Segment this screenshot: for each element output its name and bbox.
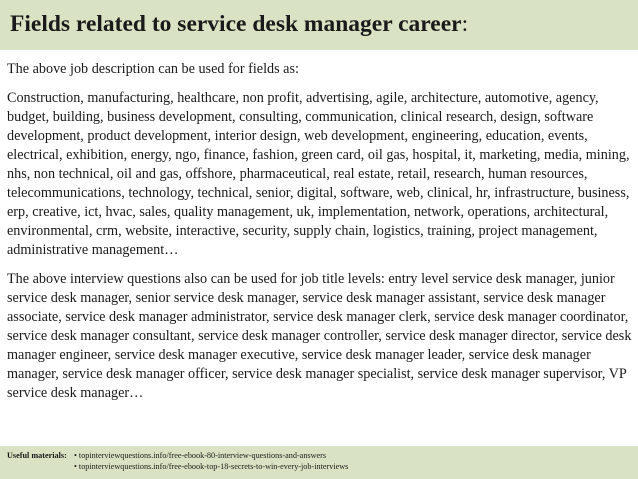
footer-bar (0, 446, 638, 479)
title-bar (0, 0, 638, 50)
page-title (10, 9, 638, 39)
footer-label: Useful materials: (7, 451, 67, 460)
main-content (0, 50, 638, 446)
job-levels-text: The above interview questions also can be used for job title levels: entry level service desk manager, junior service desk manager, senior service desk manager, service desk manager assistant, service desk manager associate, service desk manager administrator, service desk manager clerk, service desk manager coordinator, service desk manager consultant, service desk manager controller, service desk manager director, service desk manager engineer, service desk manager executive, service desk manager leader, service desk manager manager, service desk manager officer, service desk manager specialist, service desk manager supervisor, VP service desk manager… (7, 271, 632, 401)
footer-link-ebook-18-secrets[interactable]: • topinterviewquestions.info/free-ebook-top-18-secrets-to-win-every-job-interviews (74, 462, 349, 471)
page-title-colon: : (461, 11, 469, 37)
footer-row-2 (7, 461, 638, 472)
footer-link-ebook-80-questions[interactable]: • topinterviewquestions.info/free-ebook-80-interview-questions-and-answers (74, 451, 327, 460)
fields-list-text: Construction, manufacturing, healthcare, non profit, advertising, agile, architecture, automotive, agency, budget, building, business development, consulting, communication, clinical research, design, software development, product development, interior design, web development, engineering, education, events, electrical, exhibition, energy, ngo, finance, fashion, green card, oil gas, hospital, it, marketing, media, mining, nhs, non technical, oil and gas, offshore, pharmaceutical, real estate, retail, research, human resources, telecommunications, technology, technical, senior, digital, software, web, clinical, hr, infrastructure, business, erp, creative, ict, hvac, sales, quality management, uk, implementation, network, operations, architectural, environmental, crm, website, interactive, security, supply chain, logistics, training, project management, administrative management… (7, 90, 630, 258)
page-title-text: Fields related to service desk manager career (10, 11, 462, 37)
intro-text: The above job description can be used for fields as: (7, 61, 299, 77)
footer-row-1 (7, 450, 638, 461)
